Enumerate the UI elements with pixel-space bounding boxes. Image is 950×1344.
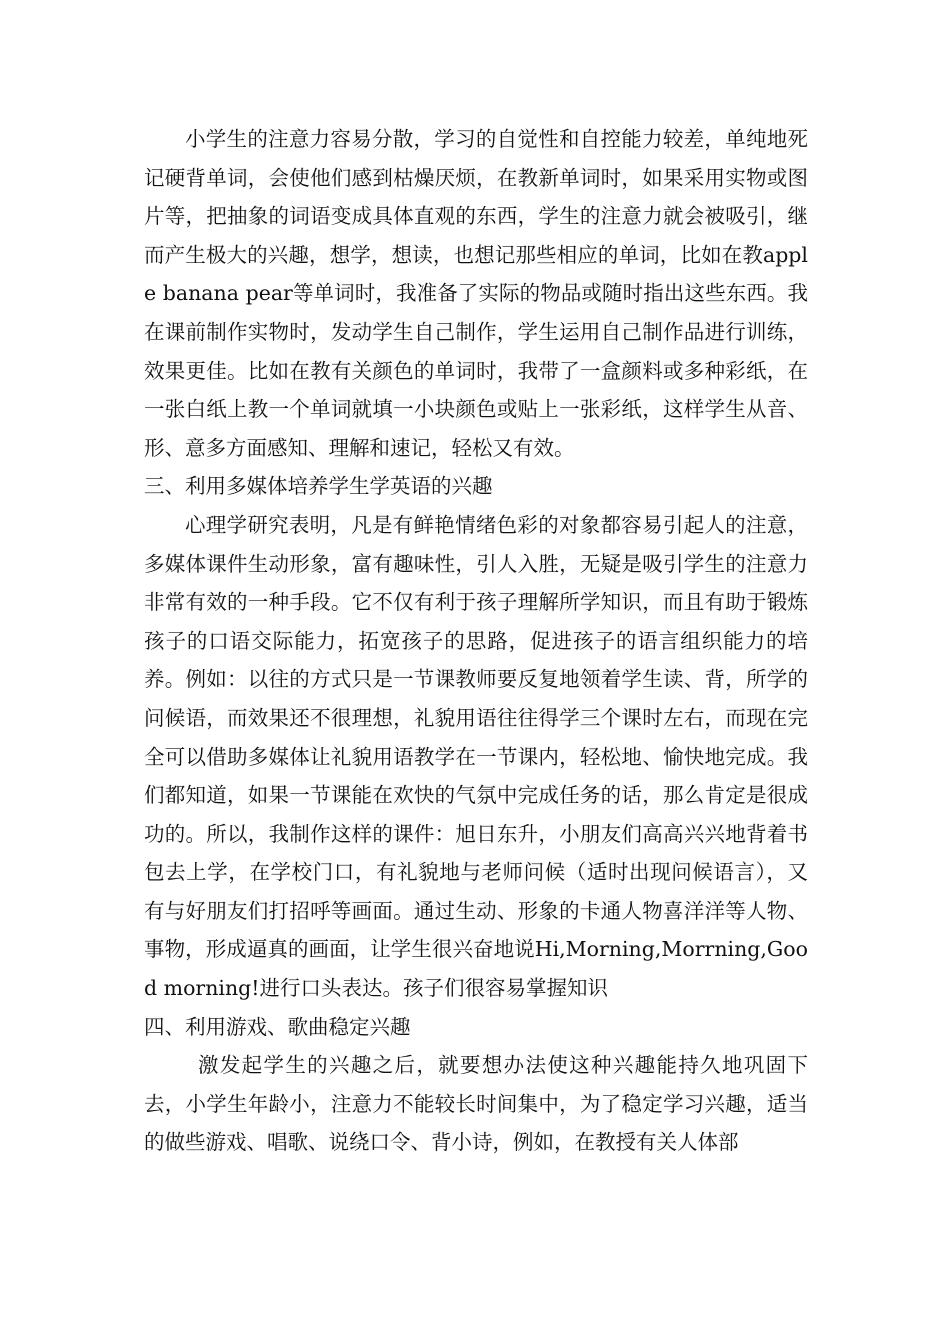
paragraph-games-songs: 激发起学生的兴趣之后，就要想办法使这种兴趣能持久地巩固下去，小学生年龄小，注意力不能较长时间集中，为了稳定学习兴趣，适当的做些游戏、唱歌、说绕口令、背小诗，例如，在教授有关人体部 xyxy=(144,1053,808,1155)
paragraph-multimedia: 心理学研究表明，凡是有鲜艳情绪色彩的对象都容易引起人的注意，多媒体课件生动形象，富有趣味性，引人入胜，无疑是吸引学生的注意力非常有效的一种手段。它不仅有利于孩子理解所学知识，而且有助于锻炼孩子的口语交际能力，拓宽孩子的思路，促进孩子的语言组织能力的培养。例如：以往的方式只是一节课教师要反复地领着学生读、背，所学的问候语，而效果还不很理想，礼貌用语往往得学三个课时左右，而现在完全可以借助多媒体让礼貌用语教学在一节课内，轻松地、愉快地完成。我们都知道，如果一节课能在欢快的气氛中完成任务的话，那么肯定是很成功的。所以，我制作这样的课件：旭日东升，小朋友们高高兴兴地背着书包去上学，在学校门口，有礼貌地与老师问候（适时出现问候语言），又有与好朋友们打招呼等画面。通过生动、形象的卡通人物喜洋洋等人物、事物，形成逼真的画面，让学生很兴奋地说Hi,Morning,Morrning,Good morning!进行口头表达。孩子们很容易掌握知识 xyxy=(144,512,808,1001)
document-body xyxy=(144,120,808,1162)
section-heading-multimedia: 三、利用多媒体培养学生学英语的兴趣 xyxy=(144,474,493,499)
paragraph-vocabulary-teaching: 小学生的注意力容易分散，学习的自觉性和自控能力较差，单纯地死记硬背单词，会使他们感到枯燥厌烦，在教新单词时，如果采用实物或图片等，把抽象的词语变成具体直观的东西，学生的注意力就会被吸引，继而产生极大的兴趣，想学，想读，也想记那些相应的单词，比如在教apple banana pear等单词时，我准备了实际的物品或随时指出这些东西。我在课前制作实物时，发动学生自己制作，学生运用自己制作品进行训练，效果更佳。比如在教有关颜色的单词时，我带了一盒颜料或多种彩纸，在一张白纸上教一个单词就填一小块颜色或贴上一张彩纸，这样学生从音、形、意多方面感知、理解和速记，轻松又有效。 xyxy=(144,127,808,460)
section-heading-games-songs: 四、利用游戏、歌曲稳定兴趣 xyxy=(144,1014,411,1039)
